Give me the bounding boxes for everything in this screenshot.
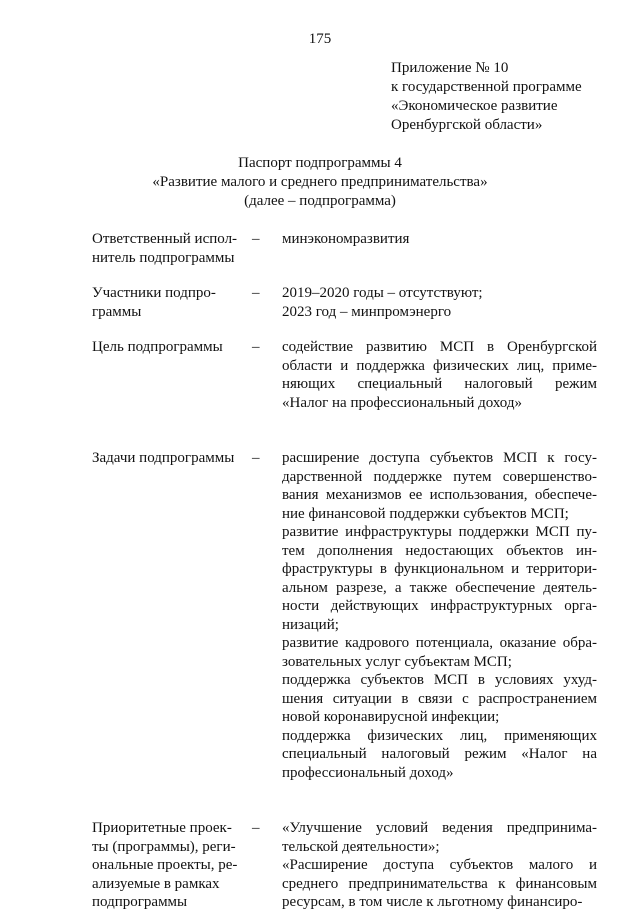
value-line: минэкономразвития (282, 231, 410, 247)
row-dash: – (252, 231, 260, 247)
appendix-line: Приложение № 10 (391, 60, 509, 76)
row-label-line: Цель подпрограммы (92, 339, 223, 355)
value-line: 2019–2020 годы – отсутствуют; (282, 285, 483, 301)
row-label-line: ональные проекты, ре- (92, 857, 238, 873)
title-line: Паспорт подпрограммы 4 (238, 155, 402, 171)
value-line: фраструктуры в функциональном и территори- (282, 561, 597, 577)
value-paragraph (282, 819, 597, 856)
passport-row (92, 230, 597, 267)
row-dash: – (252, 820, 260, 836)
row-label (92, 338, 252, 412)
value-paragraph (282, 727, 597, 783)
title-line: «Развитие малого и среднего предпринимательства» (152, 174, 488, 190)
passport-row (92, 284, 597, 321)
value-line: поддержка субъектов МСП в условиях ухуд- (282, 672, 597, 688)
value-line: расширение доступа субъектов МСП к госу- (282, 450, 597, 466)
row-label-line: ализуемые в рамках (92, 875, 220, 892)
row-label-line: подпрограммы (92, 894, 188, 910)
row-dash: – (252, 339, 260, 355)
value-line: ресурсам, в том числе к льготному финансиро- (282, 894, 583, 910)
value-line: развитие кадрового потенциала, оказание обра- (282, 635, 597, 651)
value-line: развитие инфраструктуры поддержки МСП пу- (282, 524, 597, 540)
row-label-line: нитель подпрограммы (92, 249, 235, 266)
value-paragraph (282, 338, 597, 412)
row-label (92, 819, 252, 912)
value-line: вания механизмов ее использования, обеспече- (282, 487, 597, 503)
appendix-line: к государственной программе (391, 79, 582, 95)
row-value (282, 338, 597, 412)
value-line: зовательных услуг субъектам МСП; (282, 653, 512, 670)
appendix-line: Оренбургской области» (391, 117, 543, 133)
row-dash: – (252, 450, 260, 466)
value-paragraph (282, 523, 597, 634)
title-line: (далее – подпрограмма) (244, 193, 396, 209)
document-title (0, 154, 640, 211)
appendix-header (391, 59, 582, 135)
row-dash: – (252, 285, 260, 301)
value-line: 2023 год – минпромэнерго (282, 303, 452, 320)
value-line: шения ситуации в связи с распространением (282, 690, 597, 707)
value-line: «Налог на профессиональный доход» (282, 394, 522, 411)
row-label-line: ты (программы), реги- (92, 838, 236, 855)
value-line: тем дополнения недостающих объектов ин- (282, 542, 597, 559)
value-paragraph (282, 671, 597, 727)
passport-table (92, 230, 597, 912)
value-line: альном разрезе, а также обеспечение деятель- (282, 579, 597, 596)
page-number: 175 (308, 31, 332, 47)
row-value (282, 230, 597, 267)
value-line: низаций; (282, 616, 339, 633)
value-line: ности действующих инфраструктурных орга- (282, 598, 597, 614)
passport-row (92, 819, 597, 912)
value-line: ние финансовой поддержки субъектов МСП; (282, 505, 569, 522)
value-line: «Расширение доступа субъектов малого и (282, 857, 597, 873)
row-label-line: граммы (92, 303, 142, 320)
appendix-line: «Экономическое развитие (391, 98, 558, 114)
row-label (92, 284, 252, 321)
value-paragraph (282, 856, 597, 912)
value-paragraph (282, 634, 597, 671)
row-label-line: Участники подпро- (92, 285, 216, 301)
row-label-line: Приоритетные проек- (92, 820, 232, 836)
row-label (92, 230, 252, 267)
value-paragraph (282, 303, 597, 322)
row-label (92, 449, 252, 782)
row-label-line: Ответственный испол- (92, 231, 238, 247)
value-line: специальный налоговый режим «Налог на (282, 746, 597, 762)
passport-row (92, 449, 597, 782)
value-line: тельской деятельности»; (282, 838, 440, 855)
value-line: среднего предпринимательства к финансовым (282, 875, 597, 892)
value-line: новой коронавирусной инфекции; (282, 709, 500, 725)
value-line: няющих специальный налоговый режим (282, 376, 597, 392)
value-line: поддержка физических лиц, применяющих (282, 727, 597, 744)
value-line: содействие развитию МСП в Оренбургской (282, 339, 597, 355)
value-line: профессиональный доход» (282, 764, 454, 781)
value-line: дарственной поддержке путем совершенство- (282, 468, 597, 485)
row-value (282, 819, 597, 912)
value-paragraph (282, 449, 597, 523)
row-label-line: Задачи подпрограммы (92, 450, 235, 466)
row-value (282, 449, 597, 782)
row-value (282, 284, 597, 321)
passport-row (92, 338, 597, 412)
value-line: «Улучшение условий ведения предпринима- (282, 820, 597, 836)
value-line: области и поддержка физических лиц, приме- (282, 357, 597, 374)
value-paragraph (282, 284, 597, 303)
value-paragraph (282, 230, 597, 249)
